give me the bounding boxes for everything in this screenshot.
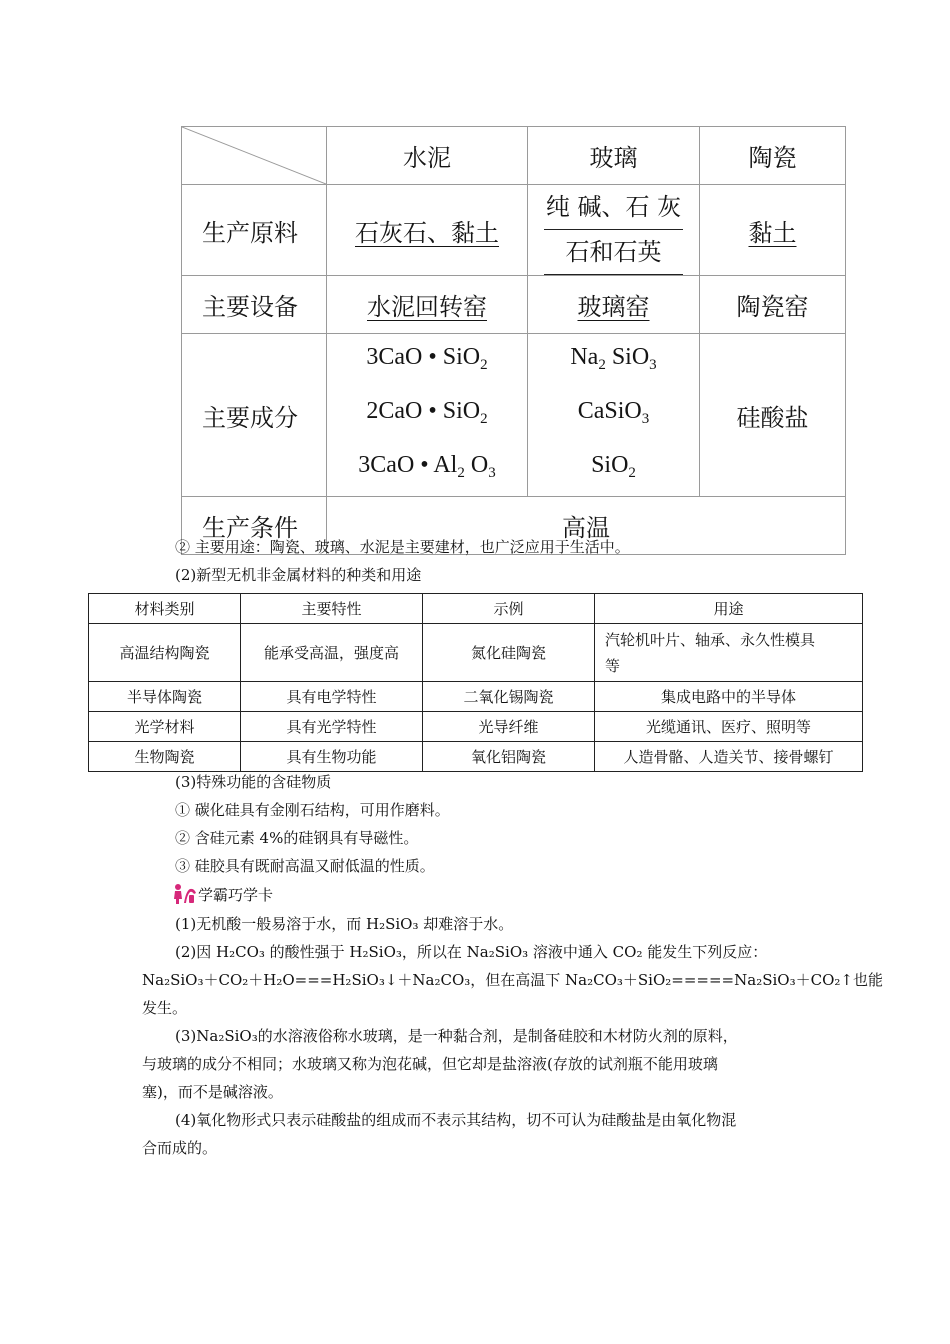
header-category: 材料类别 (89, 594, 241, 624)
table-cell: 二氧化锡陶瓷 (423, 682, 595, 712)
table-cell: 汽轮机叶片、轴承、永久性模具 等 (595, 624, 863, 682)
section3-item: ① 碳化硅具有金刚石结构，可用作磨料。 (175, 801, 450, 819)
table-cell: 氮化硅陶瓷 (423, 624, 595, 682)
glass-components: $Na_2$ SiO$_3$ CaSiO$_3$ SiO$_2$ (528, 334, 700, 497)
tip-title: 学霸巧学卡 (198, 886, 274, 904)
row-label-raw-materials: 生产原料 (182, 185, 327, 276)
table-cell: 光导纤维 (423, 712, 595, 742)
tip-paragraph-2-line-2: Na₂SiO₃＋CO₂＋H₂O===H₂SiO₃↓＋Na₂CO₃，但在高温下 Na₂CO₃＋SiO₂=====Na₂SiO₃＋CO₂↑也能 (142, 971, 883, 989)
header-property: 主要特性 (241, 594, 423, 624)
glass-equipment: 玻璃窑 (577, 293, 650, 321)
new-materials-table (88, 593, 863, 772)
table-cell: 具有电学特性 (241, 682, 423, 712)
section3-item: ② 含硅元素 4%的硅钢具有导磁性。 (175, 829, 419, 847)
table-cell: 人造骨骼、人造关节、接骨螺钉 (595, 742, 863, 772)
header-glass: 玻璃 (528, 127, 700, 185)
header-example: 示例 (423, 594, 595, 624)
cement-raw-materials: 石灰石、黏土 (355, 218, 499, 247)
ceramic-equipment: 陶瓷窑 (700, 276, 846, 334)
row-label-equipment: 主要设备 (182, 276, 327, 334)
tip-paragraph-4-line-2: 合而成的。 (142, 1139, 218, 1157)
ceramic-raw-materials: 黏土 (748, 218, 797, 247)
student-tip-icon (172, 883, 198, 905)
tip-paragraph-3-line-2: 与玻璃的成分不相同；水玻璃又称为泡花碱，但它却是盐溶液(存放的试剂瓶不能用玻璃 (142, 1055, 718, 1073)
cement-glass-ceramic-table (181, 126, 846, 555)
tip-paragraph-3-line-3: 塞)，而不是碱溶液。 (142, 1083, 283, 1101)
table-cell: 具有生物功能 (241, 742, 423, 772)
tip-paragraph-1: (1)无机酸一般易溶于水，而 H₂SiO₃ 却难溶于水。 (175, 915, 514, 933)
table-cell: 具有光学特性 (241, 712, 423, 742)
production-conditions: 高温 (327, 497, 846, 555)
table-cell: 高温结构陶瓷 (89, 624, 241, 682)
table-row (89, 682, 863, 712)
glass-raw-materials: 纯 碱、石 灰 石和石英 (544, 185, 683, 275)
section2-title: (2)新型无机非金属材料的种类和用途 (175, 566, 422, 584)
ceramic-components: 硅酸盐 (700, 334, 846, 497)
tip-paragraph-4-line-1: (4)氧化物形式只表示硅酸盐的组成而不表示其结构，切不可认为硅酸盐是由氧化物混 (175, 1111, 737, 1129)
tip-paragraph-3-line-1: (3)Na₂SiO₃的水溶液俗称水玻璃，是一种黏合剂，是制备硅胶和木材防火剂的原料， (175, 1027, 738, 1045)
header-use: 用途 (595, 594, 863, 624)
row-label-conditions: 生产条件 (182, 497, 327, 555)
table-cell: 氧化铝陶瓷 (423, 742, 595, 772)
table-cell: 生物陶瓷 (89, 742, 241, 772)
table-cell: 能承受高温，强度高 (241, 624, 423, 682)
row-label-components: 主要成分 (182, 334, 327, 497)
section3-title: (3)特殊功能的含硅物质 (175, 773, 332, 791)
diagonal-corner-cell (182, 127, 327, 185)
table-cell: 光学材料 (89, 712, 241, 742)
main-uses-text: ② 主要用途：陶瓷、玻璃、水泥是主要建材，也广泛应用于生活中。 (175, 538, 630, 556)
cement-components: 3CaO • SiO$_2$ 2CaO • SiO$_2$ 3CaO • $Al_2$ $O_3$ (327, 334, 528, 497)
cement-equipment: 水泥回转窑 (367, 293, 487, 321)
table-row (89, 742, 863, 772)
header-ceramic: 陶瓷 (700, 127, 846, 185)
tip-paragraph-2-line-1: (2)因 H₂CO₃ 的酸性强于 H₂SiO₃，所以在 Na₂SiO₃ 溶液中通入 CO₂ 能发生下列反应： (175, 943, 768, 961)
table-cell: 集成电路中的半导体 (595, 682, 863, 712)
header-cement: 水泥 (327, 127, 528, 185)
table-row (89, 712, 863, 742)
table-cell: 半导体陶瓷 (89, 682, 241, 712)
table-cell: 光缆通讯、医疗、照明等 (595, 712, 863, 742)
tip-paragraph-2-line-3: 发生。 (142, 999, 188, 1017)
section3-item: ③ 硅胶具有既耐高温又耐低温的性质。 (175, 857, 435, 875)
table-row (89, 624, 863, 682)
